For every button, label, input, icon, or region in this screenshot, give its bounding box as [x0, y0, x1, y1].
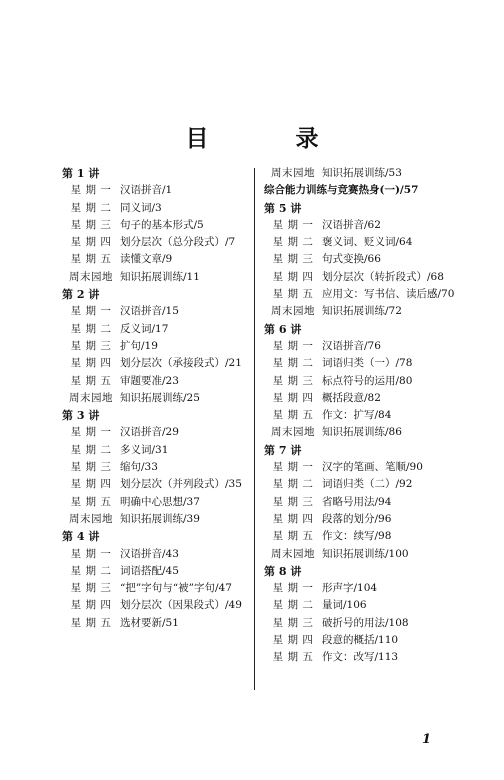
entry-day-label: 星 期 一 [70, 184, 112, 197]
entry-day-label: 星 期 四 [272, 391, 314, 404]
entry-title: 划分层次（因果段式）/49 [120, 599, 242, 612]
page-number: 1 [422, 732, 432, 747]
entry-title: 读懂文章/9 [120, 253, 173, 266]
toc-entry [264, 355, 464, 372]
entry-title: 汉语拼音/1 [120, 184, 173, 197]
toc-entry [62, 269, 246, 286]
entry-day-label: 星 期 三 [70, 339, 112, 352]
entry-title: 褒义词、贬义词/64 [322, 236, 413, 249]
lesson-heading: 第 7 讲 [264, 443, 302, 457]
toc-entry [62, 442, 246, 459]
entry-day-label: 星 期 五 [272, 651, 314, 664]
toc-entry [62, 424, 246, 441]
entry-day-label: 星 期 一 [70, 426, 112, 439]
entry-title: 缩句/33 [120, 461, 158, 474]
entry-title: 明确中心思想/37 [120, 495, 200, 508]
toc-entry [264, 286, 464, 303]
entry-title: 划分层次（总分段式）/7 [120, 236, 236, 249]
entry-day-label: 星 期 四 [70, 599, 112, 612]
entry-day-label: 周末园地 [271, 547, 315, 560]
entry-title: 知识拓展训练/25 [120, 391, 200, 404]
entry-day-label: 周末园地 [69, 391, 113, 404]
toc-entry [62, 459, 246, 476]
entry-day-label: 周末园地 [69, 512, 113, 525]
entry-title: 句子的基本形式/5 [120, 218, 204, 231]
entry-day-label: 星 期 三 [272, 616, 314, 629]
toc-entry [62, 217, 246, 234]
entry-title: 标点符号的运用/80 [322, 374, 413, 387]
entry-title: 汉语拼音/43 [120, 547, 179, 560]
toc-entry [62, 234, 246, 251]
entry-day-label: 星 期 三 [70, 461, 112, 474]
entry-day-label: 星 期 二 [70, 201, 112, 214]
toc-entry [62, 563, 246, 580]
toc-entry [62, 373, 246, 390]
toc-entry [62, 494, 246, 511]
entry-title: 词语归类（一）/78 [322, 357, 413, 370]
toc-entry [264, 528, 464, 545]
toc-entry [264, 424, 464, 441]
toc-entry [264, 615, 464, 632]
toc-entry [264, 580, 464, 597]
entry-day-label: 周末园地 [271, 305, 315, 318]
entry-day-label: 星 期 五 [70, 374, 112, 387]
lesson-heading: 第 1 讲 [62, 167, 100, 180]
entry-day-label: 星 期 四 [272, 512, 314, 525]
entry-title: 知识拓展训练/53 [322, 167, 402, 179]
toc-entry [62, 303, 246, 320]
entry-title: 作文：扩写/84 [322, 409, 392, 422]
toc-entry [264, 338, 464, 355]
toc-entry [62, 580, 246, 597]
toc-entry [62, 615, 246, 632]
entry-title: 句式变换/66 [322, 253, 381, 266]
entry-day-label: 星 期 三 [272, 374, 314, 387]
toc-entry [62, 251, 246, 268]
entry-title: 划分层次（转折段式）/68 [322, 270, 444, 283]
toc-entry [264, 234, 464, 251]
toc-entry [62, 338, 246, 355]
toc-entry [264, 303, 464, 320]
entry-title: 划分层次（承接段式）/21 [120, 357, 242, 370]
toc-entry [264, 632, 464, 649]
column-divider [254, 168, 255, 690]
toc-entry [264, 597, 464, 614]
toc-entry [264, 251, 464, 268]
toc-entry [62, 476, 246, 493]
entry-title: 多义词/31 [120, 443, 169, 456]
entry-day-label: 星 期 二 [70, 443, 112, 456]
entry-day-label: 星 期 五 [70, 253, 112, 266]
toc-entry [62, 182, 246, 199]
entry-title: 扩句/19 [120, 339, 158, 352]
toc-entry [62, 321, 246, 338]
entry-day-label: 星 期 四 [272, 634, 314, 647]
lesson-heading: 第 2 讲 [62, 288, 100, 302]
toc-entry [264, 269, 464, 286]
entry-day-label: 星 期 三 [272, 253, 314, 266]
toc-entry [264, 165, 464, 182]
entry-day-label: 星 期 一 [70, 305, 112, 318]
toc-entry [62, 546, 246, 563]
entry-title: 作文：续写/98 [322, 530, 392, 543]
entry-day-label: 星 期 三 [70, 582, 112, 595]
entry-day-label: 星 期 五 [70, 616, 112, 629]
entry-title: 概括段意/82 [322, 391, 381, 404]
toc-entry [264, 511, 464, 528]
entry-day-label: 星 期 二 [272, 236, 314, 249]
toc-left-column [62, 165, 246, 632]
entry-title: 选材要新/51 [120, 616, 179, 629]
lesson-heading: 第 4 讲 [62, 530, 100, 544]
entry-day-label: 星 期 一 [272, 218, 314, 231]
entry-title: 知识拓展训练/11 [120, 270, 200, 283]
entry-day-label: 周末园地 [69, 270, 113, 283]
toc-right-column [264, 165, 464, 667]
entry-day-label: 星 期 一 [272, 339, 314, 352]
toc-entry [264, 494, 464, 511]
entry-title: 段意的概括/110 [322, 634, 399, 647]
toc-entry [264, 407, 464, 424]
toc-entry [62, 200, 246, 217]
toc-entry [62, 597, 246, 614]
entry-day-label: 星 期 三 [272, 495, 314, 508]
entry-day-label: 星 期 二 [272, 478, 314, 491]
entry-title: 段落的划分/96 [322, 512, 392, 525]
toc-entry [264, 459, 464, 476]
toc-entry [264, 373, 464, 390]
entry-day-label: 星 期 五 [272, 409, 314, 422]
toc-entry [62, 355, 246, 372]
entry-day-label: 星 期 三 [70, 218, 112, 231]
entry-day-label: 星 期 四 [272, 270, 314, 283]
entry-title: 审题要准/23 [120, 374, 179, 387]
entry-day-label: 星 期 一 [272, 461, 314, 474]
toc-entry [264, 217, 464, 234]
entry-title: 反义词/17 [120, 322, 169, 335]
entry-title: 形声字/104 [322, 582, 378, 595]
entry-title: 知识拓展训练/86 [322, 426, 402, 439]
entry-day-label: 星 期 一 [70, 547, 112, 560]
lesson-heading: 第 6 讲 [264, 322, 302, 336]
entry-title: 汉语拼音/76 [322, 339, 381, 352]
toc-entry [62, 511, 246, 528]
toc-entry [62, 390, 246, 407]
entry-day-label: 周末园地 [271, 426, 315, 439]
entry-day-label: 星 期 二 [272, 599, 314, 612]
entry-day-label: 星 期 二 [70, 564, 112, 577]
entry-title: 破折号的用法/108 [322, 616, 409, 629]
entry-title: 知识拓展训练/72 [322, 305, 402, 318]
entry-day-label: 星 期 五 [70, 495, 112, 508]
entry-day-label: 星 期 四 [70, 478, 112, 491]
lesson-heading: 第 5 讲 [264, 201, 302, 215]
entry-day-label: 星 期 四 [70, 236, 112, 249]
entry-title: 词语归类（二）/92 [322, 478, 413, 491]
entry-title: “把”字句与“被”字句/47 [120, 582, 232, 595]
toc-entry [264, 476, 464, 493]
entry-title: 省略号用法/94 [322, 495, 392, 508]
page-title: 目 录 [185, 125, 351, 152]
entry-day-label: 星 期 一 [272, 582, 314, 595]
entry-title: 划分层次（并列段式）/35 [120, 478, 242, 491]
entry-title: 汉语拼音/29 [120, 426, 179, 439]
toc-entry [264, 546, 464, 563]
entry-day-label: 星 期 二 [272, 357, 314, 370]
entry-title: 量词/106 [322, 599, 367, 612]
entry-title: 知识拓展训练/39 [120, 512, 200, 525]
special-section-heading: 综合能力训练与竞赛热身(一)/57 [264, 184, 419, 197]
entry-title: 汉语拼音/15 [120, 305, 179, 318]
toc-entry [264, 649, 464, 666]
entry-title: 同义词/3 [120, 201, 162, 214]
lesson-heading: 第 3 讲 [62, 409, 100, 423]
entry-day-label: 周末园地 [271, 167, 315, 179]
entry-day-label: 星 期 二 [70, 322, 112, 335]
entry-day-label: 星 期 五 [272, 288, 314, 301]
entry-day-label: 星 期 五 [272, 530, 314, 543]
entry-title: 词语搭配/45 [120, 564, 179, 577]
entry-title: 汉字的笔画、笔顺/90 [322, 461, 423, 474]
entry-title: 应用文：写书信、读后感/70 [322, 288, 455, 301]
entry-title: 知识拓展训练/100 [322, 547, 409, 560]
lesson-heading: 第 8 讲 [264, 564, 302, 578]
entry-day-label: 星 期 四 [70, 357, 112, 370]
entry-title: 汉语拼音/62 [322, 218, 381, 231]
entry-title: 作文：改写/113 [322, 651, 399, 664]
toc-entry [264, 390, 464, 407]
